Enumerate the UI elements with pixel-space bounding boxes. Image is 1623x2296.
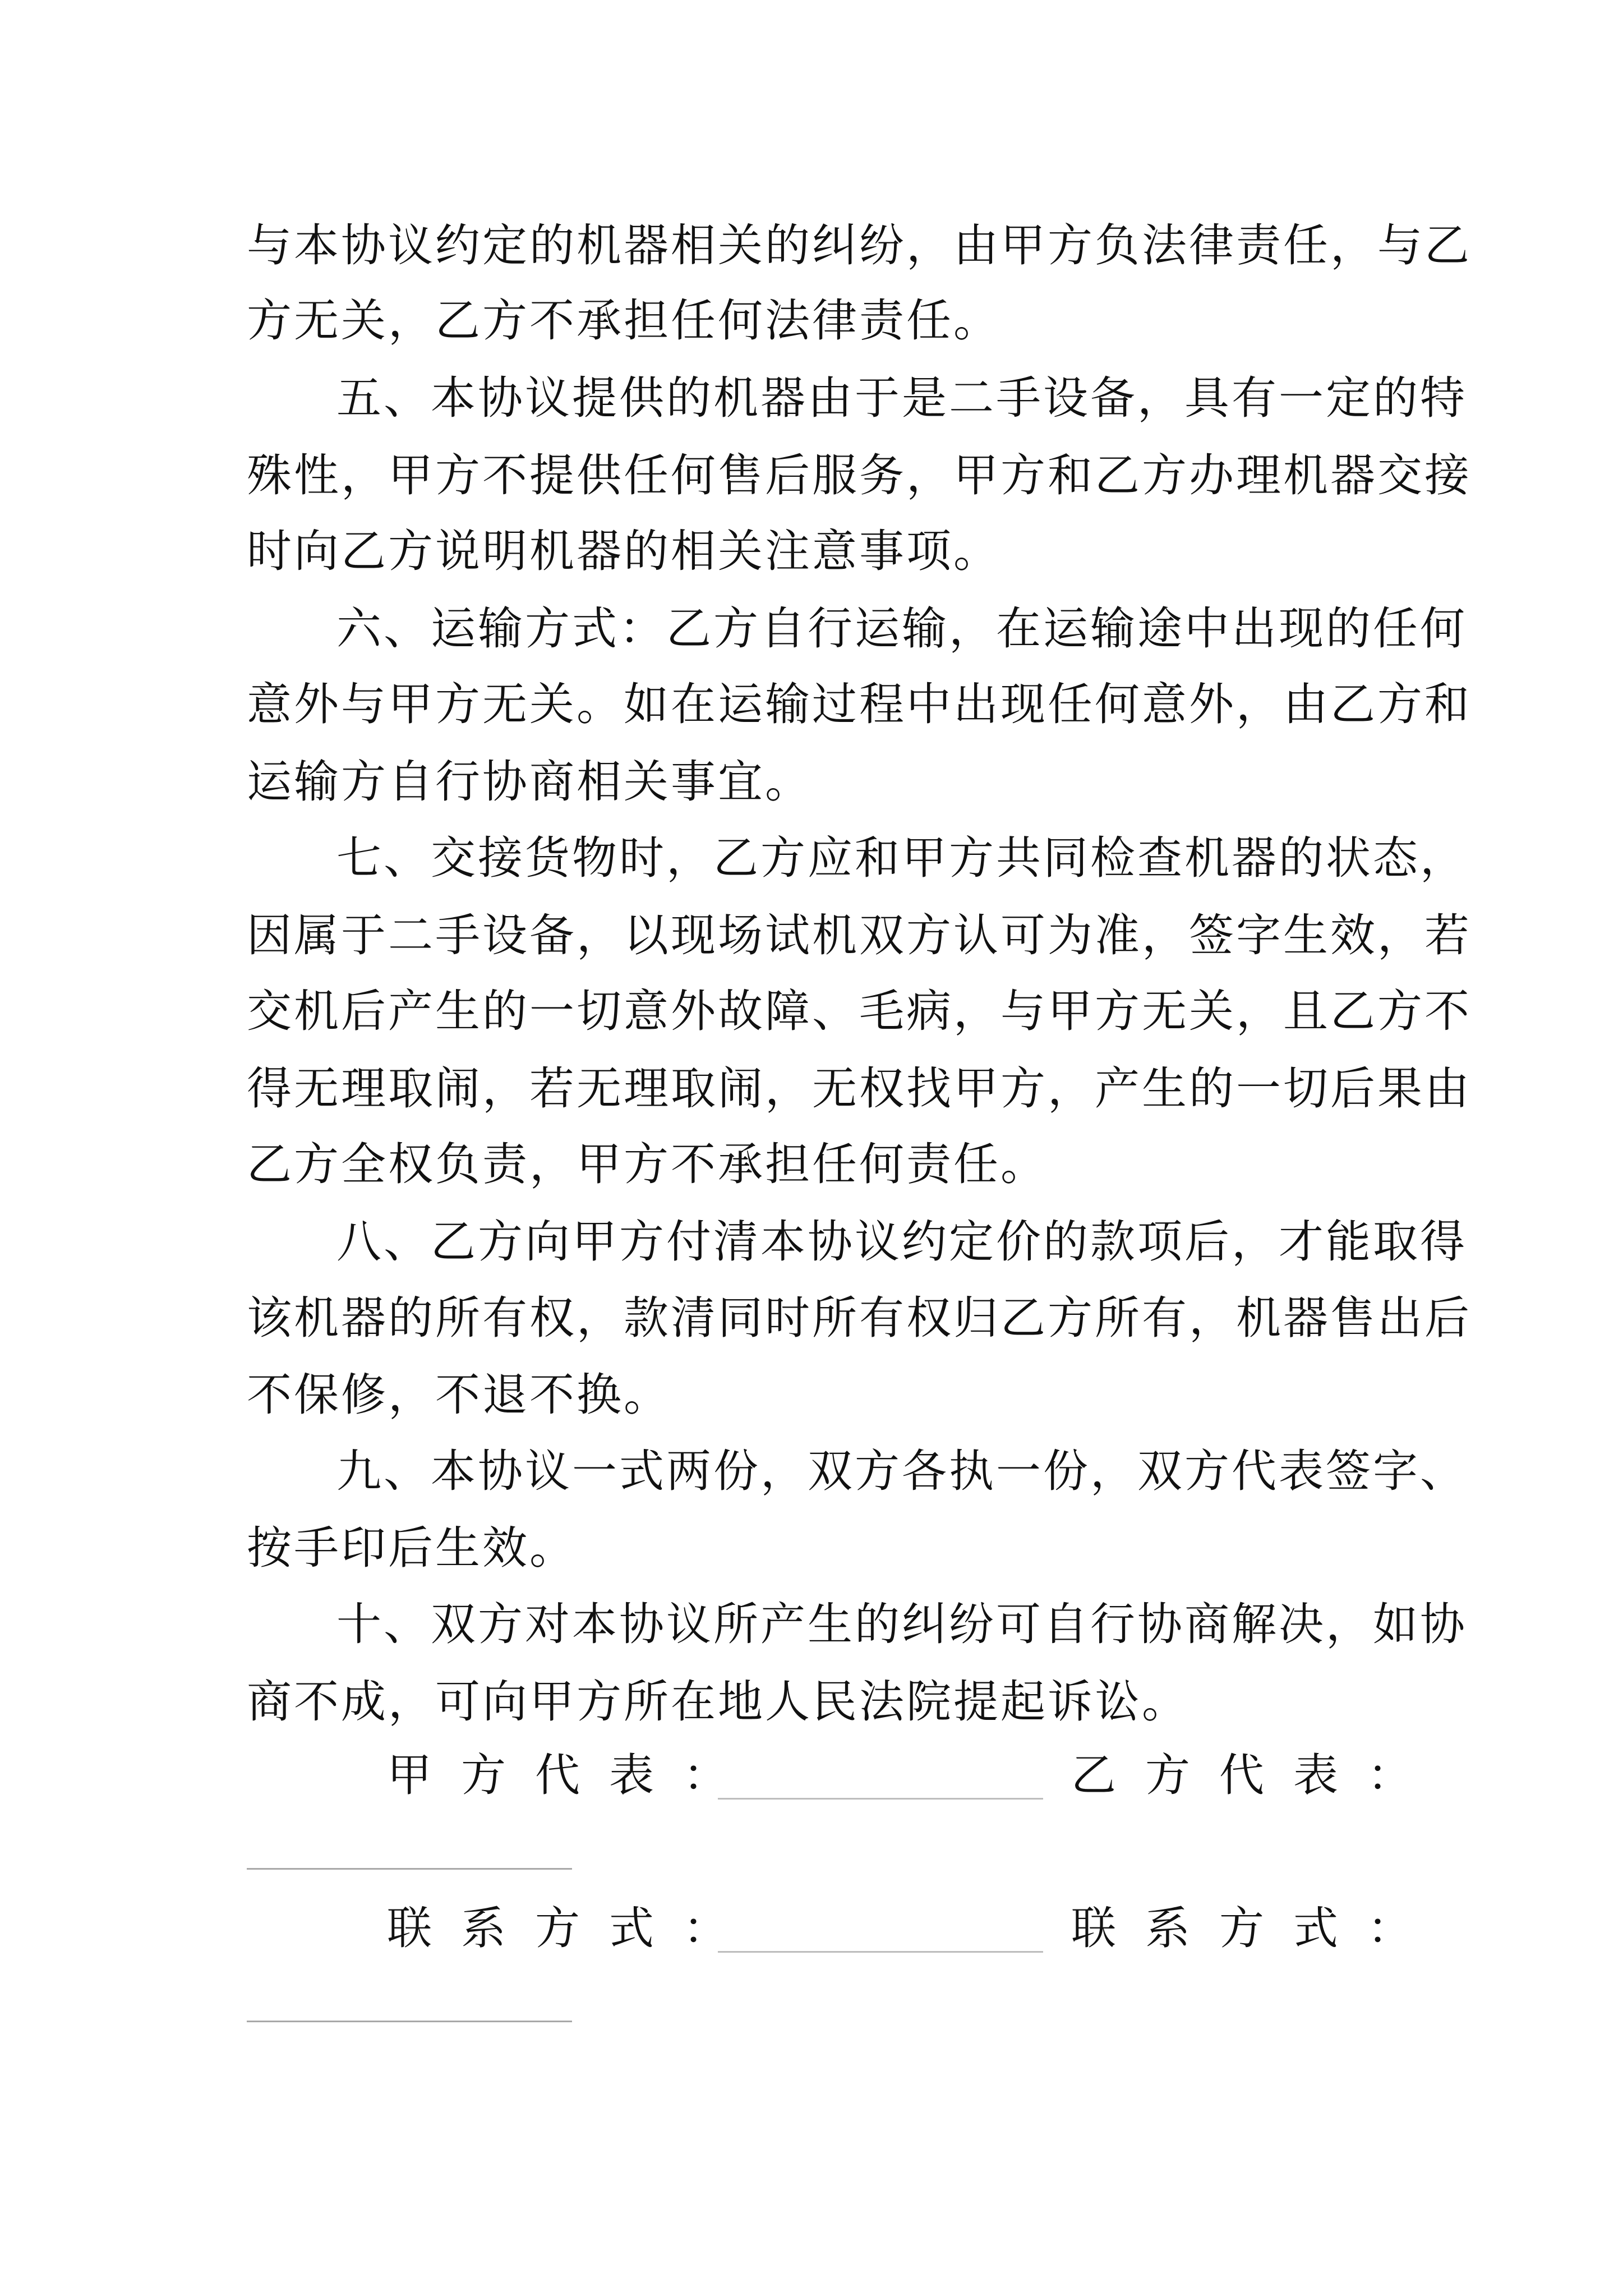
text-line: 意外与甲方无关。如在运输过程中出现任何意外，由乙方和 [247, 678, 1472, 730]
party-a-representative-field[interactable] [718, 1798, 1043, 1800]
party-a-contact-label: 联系方式： [387, 1902, 757, 1954]
text-line: 得无理取闹，若无理取闹，无权找甲方，产生的一切后果由 [247, 1062, 1472, 1115]
clause-6-line: 六、运输方式：乙方自行运输，在运输途中出现的任何 [336, 602, 1467, 655]
party-b-contact-label: 联系方式： [1071, 1902, 1441, 1954]
text-line: 与本协议约定的机器相关的纠纷，由甲方负法律责任，与乙 [247, 219, 1472, 272]
text-line: 不保修，不退不换。 [247, 1369, 671, 1421]
text-line: 运输方自行协商相关事宜。 [247, 756, 812, 808]
party-a-contact-field[interactable] [718, 1951, 1043, 1953]
text-line: 商不成，可向甲方所在地人民法院提起诉讼。 [247, 1676, 1189, 1728]
text-line: 交机后产生的一切意外故障、毛病，与甲方无关，且乙方不 [247, 985, 1472, 1037]
text-line: 殊性，甲方不提供任何售后服务，甲方和乙方办理机器交接 [247, 449, 1472, 501]
party-b-representative-label: 乙方代表： [1071, 1749, 1441, 1801]
signature-row-representatives [0, 1747, 1623, 1815]
clause-9-line: 九、本协议一式两份，双方各执一份，双方代表签字、 [336, 1445, 1467, 1497]
clause-7-line: 七、交接货物时，乙方应和甲方共同检查机器的状态， [336, 832, 1467, 884]
clause-5-line: 五、本协议提供的机器由于是二手设备，具有一定的特 [336, 372, 1467, 424]
party-a-representative-label: 甲方代表： [387, 1749, 757, 1801]
text-line: 乙方全权负责，甲方不承担任何责任。 [247, 1138, 1048, 1190]
text-line: 方无关，乙方不承担任何法律责任。 [247, 295, 1000, 347]
text-line: 按手印后生效。 [247, 1522, 577, 1574]
clause-10-line: 十、双方对本协议所产生的纠纷可自行协商解决，如协 [336, 1598, 1467, 1650]
party-b-representative-field[interactable] [247, 1868, 572, 1870]
text-line: 该机器的所有权，款清同时所有权归乙方所有，机器售出后 [247, 1292, 1472, 1344]
text-line: 时向乙方说明机器的相关注意事项。 [247, 525, 1000, 577]
text-line: 因属于二手设备，以现场试机双方认可为准，签字生效，若 [247, 909, 1472, 961]
clause-8-line: 八、乙方向甲方付清本协议约定价的款项后，才能取得 [336, 1216, 1467, 1268]
signature-row-contacts [0, 1901, 1623, 1968]
party-b-contact-field[interactable] [247, 2021, 572, 2022]
